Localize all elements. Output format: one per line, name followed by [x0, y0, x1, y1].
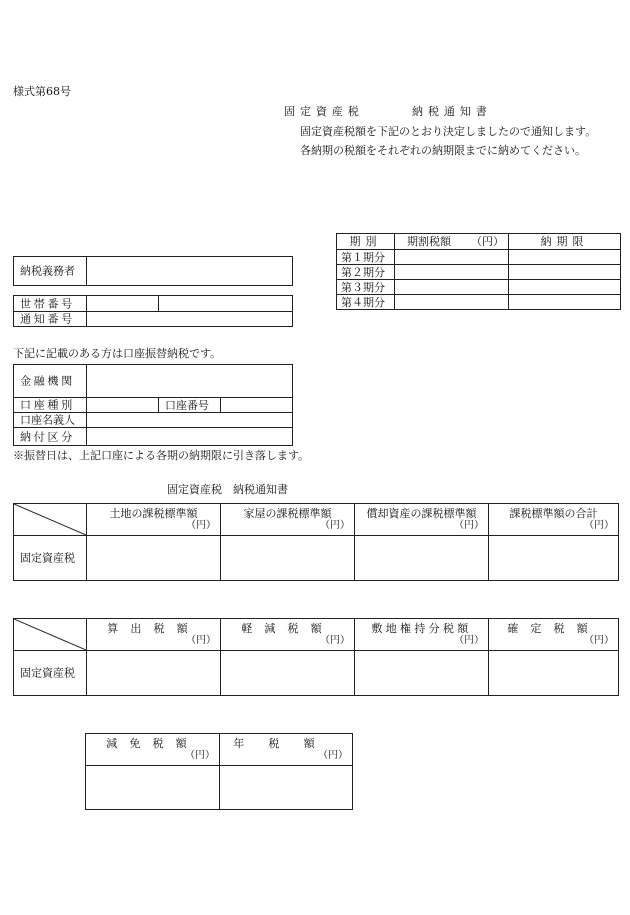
account-type-label: 口座種別	[20, 398, 75, 412]
bank-footnote: ※振替日は、上記口座による各期の納期限に引き落します。	[13, 449, 310, 462]
diagonal-line	[14, 619, 86, 650]
installment-header-period: 期別	[349, 235, 382, 248]
unit-label: （円）	[454, 635, 484, 646]
title-left: 固定資産税	[284, 105, 364, 118]
diagonal-line	[14, 504, 86, 535]
household-notice-box	[13, 295, 293, 327]
bank-box	[13, 364, 293, 446]
notice-number-label: 通知番号	[20, 312, 75, 326]
table-row	[86, 765, 352, 809]
institution-label: 金融機関	[20, 374, 75, 388]
annual-tax-header-exemption: 減免税額	[106, 737, 199, 750]
diagonal-cell	[14, 504, 86, 535]
account-type-value	[86, 398, 158, 413]
payment-category-label: 納付区分	[20, 430, 75, 443]
installment-period-3: 第３期分	[341, 281, 385, 294]
taxpayer-label: 納税義務者	[20, 264, 75, 278]
tax-amount-header-site-share: 敷地権持分税額	[371, 622, 472, 635]
bank-note: 下記に記載のある方は口座振替納税です。	[13, 347, 222, 360]
intro-line-2: 各納期の税額をそれぞれの納期限までに納めてください。	[300, 144, 586, 157]
installment-period-2: 第２期分	[341, 266, 385, 279]
tax-amount-table	[13, 618, 619, 696]
account-number-label: 口座番号	[165, 399, 209, 412]
account-holder-value	[86, 413, 292, 428]
installment-header-amount-cell	[394, 234, 508, 249]
installment-row	[337, 249, 620, 264]
tax-base-header-house: 家屋の課税標準額	[243, 507, 332, 520]
account-number-value	[220, 398, 292, 413]
installment-row	[337, 264, 620, 279]
table-row	[14, 535, 618, 580]
intro-line-1: 固定資産税額を下記のとおり決定しましたので通知します。	[300, 125, 597, 138]
household-number-label: 世帯番号	[20, 297, 75, 310]
installment-header-amount: 期割税額	[407, 235, 451, 248]
unit-label: （円）	[320, 520, 350, 531]
form-number: 様式第68号	[13, 85, 71, 98]
installment-header-due-cell	[508, 234, 620, 249]
installment-row	[337, 279, 620, 294]
unit-label: （円）	[186, 635, 216, 646]
installment-header-amount-unit: （円）	[471, 235, 504, 248]
installment-period-4: 第４期分	[341, 296, 385, 309]
installment-header-due: 納期限	[540, 235, 589, 248]
household-number-value	[86, 296, 158, 311]
payment-category-value	[86, 428, 292, 446]
installment-table	[336, 233, 621, 310]
row-label: 固定資産税	[20, 551, 75, 565]
household-number-extra	[158, 296, 292, 311]
row-label: 固定資産税	[20, 666, 75, 680]
unit-label: （円）	[320, 635, 350, 646]
tax-amount-header-calculated: 算出税額	[107, 622, 200, 635]
tax-base-header-depreciable: 償却資産の課税標準額	[366, 507, 477, 520]
unit-label: （円）	[185, 750, 215, 761]
unit-label: （円）	[186, 520, 216, 531]
institution-value	[86, 365, 292, 397]
section-title: 固定資産税 納税通知書	[167, 483, 288, 496]
installment-header-period-cell	[337, 234, 394, 249]
installment-row	[337, 294, 620, 309]
unit-label: （円）	[584, 520, 614, 531]
title-right: 納税通知書	[412, 105, 492, 118]
diagonal-cell	[14, 619, 86, 650]
table-row	[14, 650, 618, 695]
tax-base-header-total: 課税標準額の合計	[509, 507, 598, 520]
taxpayer-value	[86, 257, 292, 285]
annual-tax-header-annual: 年税額	[233, 737, 339, 750]
installment-period-1: 第１期分	[341, 251, 385, 264]
account-holder-label: 口座名義人	[20, 413, 75, 427]
annual-tax-table	[85, 733, 353, 810]
tax-amount-header-final: 確定税額	[507, 622, 600, 635]
tax-base-table	[13, 503, 619, 581]
tax-amount-header-reduction: 軽減税額	[241, 622, 334, 635]
unit-label: （円）	[584, 635, 614, 646]
taxpayer-box	[13, 256, 293, 286]
tax-base-header-land: 土地の課税標準額	[109, 507, 198, 520]
notice-number-value	[86, 312, 292, 327]
unit-label: （円）	[318, 750, 348, 761]
unit-label: （円）	[454, 520, 484, 531]
